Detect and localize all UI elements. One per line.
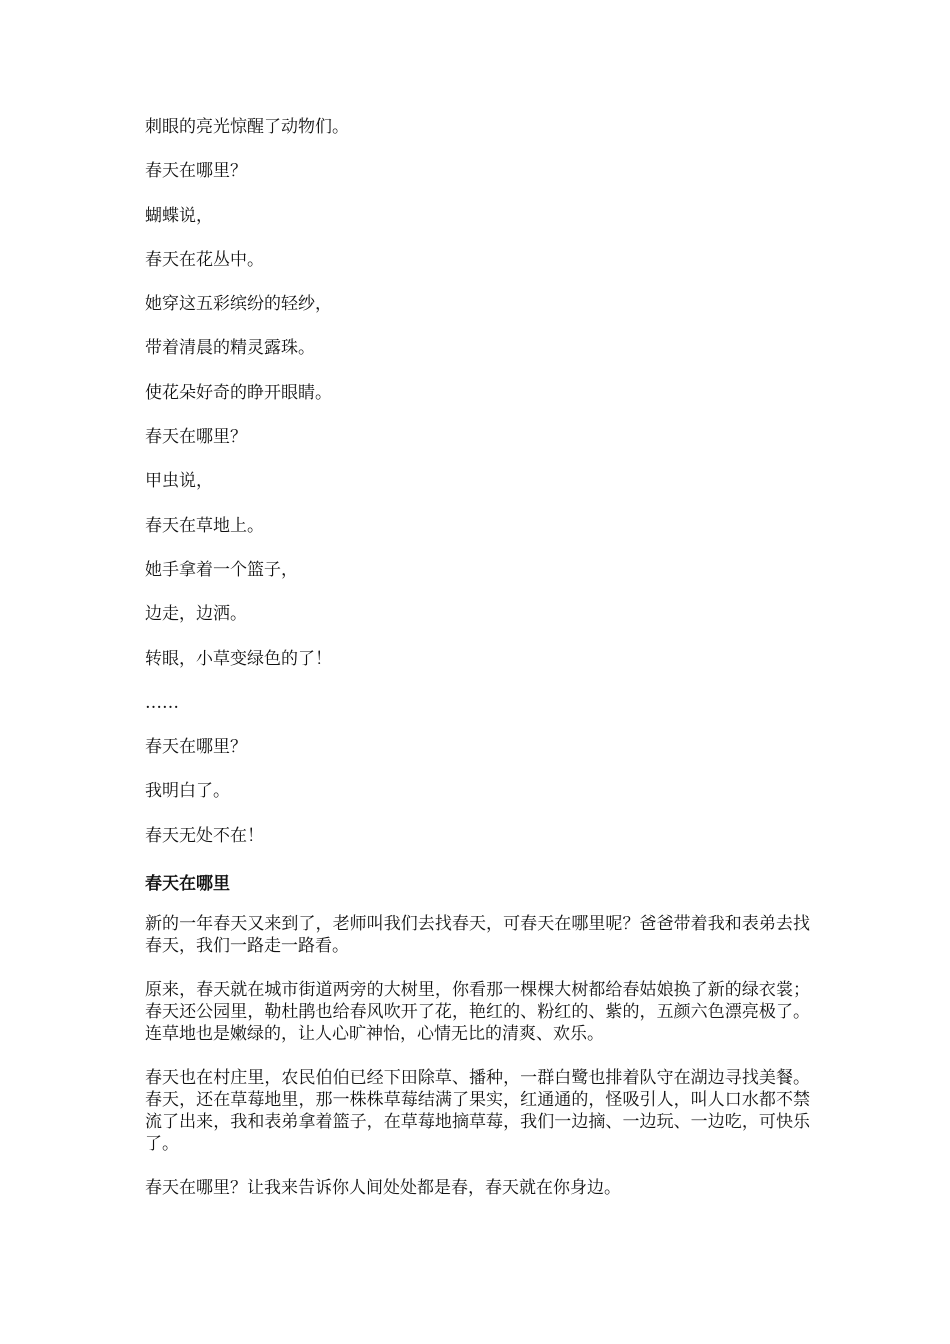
poem-line: 我明白了。: [145, 781, 230, 802]
document-page: [145, 116, 810, 1221]
poem-line: 甲虫说，: [145, 471, 213, 492]
poem-line: 她手拿着一个篮子，: [145, 559, 298, 580]
poem-line: 春天无处不在！: [145, 825, 264, 846]
poem-line: 春天在哪里？: [145, 427, 247, 448]
poem-line: 边走，边洒。: [145, 604, 247, 625]
poem-line: ……: [145, 692, 179, 713]
poem-line: 春天在花丛中。: [145, 249, 264, 270]
poem-line: 刺眼的亮光惊醒了动物们。: [145, 117, 349, 137]
poem-line: 她穿这五彩缤纷的轻纱，: [145, 294, 332, 315]
poem-line: 春天在草地上。: [145, 515, 264, 536]
essay-paragraph: 新的一年春天又来到了，老师叫我们去找春天，可春天在哪里呢？爸爸带着我和表弟去找春天，我们一路走一路看。: [145, 914, 810, 957]
poem-line: 春天在哪里？: [145, 161, 247, 182]
poem: [145, 116, 810, 869]
poem-line: 带着清晨的精灵露珠。: [145, 338, 315, 359]
essay-paragraph: 原来，春天就在城市街道两旁的大树里，你看那一棵棵大树都给春姑娘换了新的绿衣裳；春天还公园里，勒杜鹃也给春风吹开了花，艳红的、粉红的、紫的，五颜六色漂亮极了。连草地也是嫩绿的，让人心旷神怡，心情无比的清爽、欢乐。: [145, 980, 810, 1045]
essay-title: 春天在哪里: [145, 874, 230, 895]
essay: [145, 869, 810, 1199]
poem-line: 蝴蝶说，: [145, 205, 213, 226]
essay-paragraph: 春天也在村庄里，农民伯伯已经下田除草、播种，一群白鹭也排着队守在湖边寻找美餐。春天，还在草莓地里，那一株株草莓结满了果实，红通通的，怪吸引人，叫人口水都不禁流了出来，我和表弟拿着篮子，在草莓地摘草莓，我们一边摘、一边玩、一边吃，可快乐了。: [145, 1068, 810, 1155]
poem-line: 春天在哪里？: [145, 737, 247, 758]
poem-line: 转眼，小草变绿色的了！: [145, 648, 332, 669]
essay-paragraph: 春天在哪里？让我来告诉你人间处处都是春，春天就在你身边。: [145, 1178, 621, 1199]
poem-line: 使花朵好奇的睁开眼睛。: [145, 382, 332, 403]
